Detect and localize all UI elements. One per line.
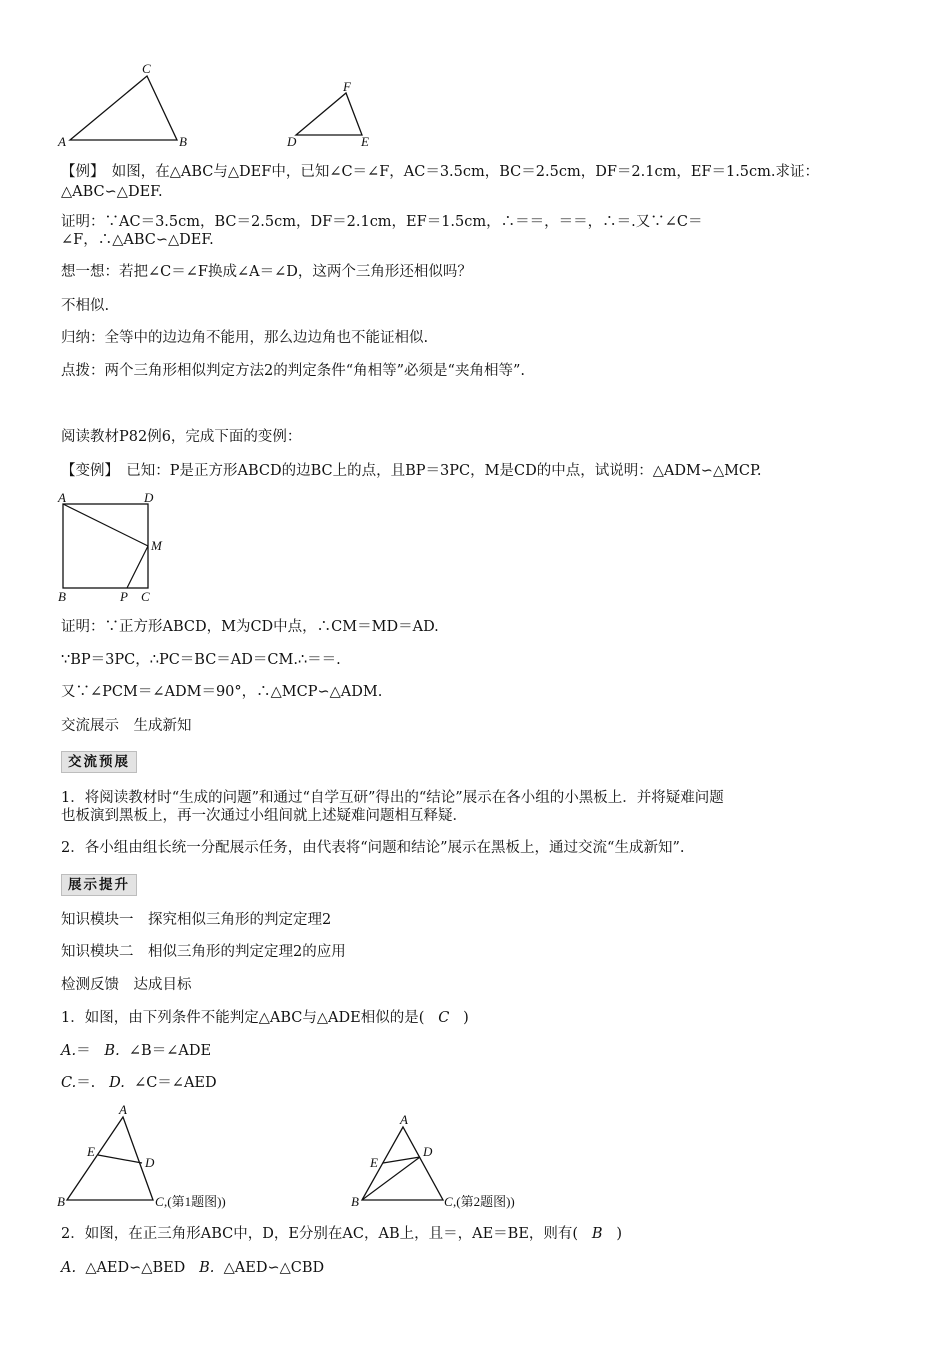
example-line-2: △ABC∽△DEF. <box>61 184 163 200</box>
q1-options-cd <box>61 1073 217 1093</box>
q1-opt-a-label: A. <box>61 1043 77 1059</box>
q1-opt-c: ＝. <box>76 1075 96 1091</box>
figure-question-1 <box>55 1100 295 1215</box>
triangles-svg <box>55 60 385 155</box>
q1-opt-b-label: B. <box>104 1043 120 1059</box>
badge-preview: 交流预展 <box>61 751 137 773</box>
preview-item-1b: 也板演到黑板上，再一次通过小组间就上述疑难问题相互释疑． <box>61 808 467 824</box>
q1-opt-c-label: C. <box>61 1075 77 1091</box>
label-a: A <box>58 134 66 149</box>
label-a: A <box>400 1112 408 1127</box>
label-d: D <box>287 134 297 149</box>
figure-triangles-abc-def <box>55 60 385 155</box>
example-proof-2: ∠F，∴△ABC∽△DEF. <box>61 232 214 248</box>
segment-mp <box>127 546 148 588</box>
q2-opt-a-label: A. <box>61 1260 77 1276</box>
label-a: A <box>119 1102 127 1117</box>
q2-opt-b: △AED∽△CBD <box>223 1260 325 1276</box>
label-c: C <box>141 589 150 604</box>
q1-caption: ,(第1题图)) <box>164 1194 226 1209</box>
segment-am <box>63 504 148 546</box>
triangle-def <box>296 93 362 135</box>
q1-opt-b: ∠B＝∠ADE <box>128 1043 212 1059</box>
badge-show: 展示提升 <box>61 874 137 896</box>
preview-item-1: 1．将阅读教材时“生成的问题”和通过“自学互研”得出的“结论”展示在各小组的小黑板上．并将疑难问题 <box>61 790 724 806</box>
q1-answer: C <box>438 1010 450 1026</box>
label-b: B <box>351 1194 359 1209</box>
example-line-1: 【例】 如图，在△ABC与△DEF中，已知∠C＝∠F，AC＝3.5cm，BC＝2.5cm，DF＝2.1cm，EF＝1.5cm.求证： <box>61 164 820 180</box>
segment-ed <box>98 1155 142 1163</box>
question-1-stem <box>61 1008 469 1028</box>
preview-item-2: 2．各小组由组长统一分配展示任务，由代表将“问题和结论”展示在黑板上，通过交流“生成新知”. <box>61 840 685 856</box>
think-line: 想一想：若把∠C＝∠F换成∠A＝∠D，这两个三角形还相似吗？ <box>61 264 472 280</box>
module-1: 知识模块一 探究相似三角形的判定定理2 <box>61 912 332 928</box>
variant-proof-2: ∵BP＝3PC，∴PC＝BC＝AD＝CM.∴＝＝. <box>61 652 341 668</box>
answer-line: 不相似. <box>61 298 110 314</box>
segment-ed <box>383 1157 420 1163</box>
variant-proof-3: 又∵∠PCM＝∠ADM＝90°，∴△MCP∽△ADM. <box>61 684 383 700</box>
label-d: D <box>144 490 154 505</box>
q1-stem-text: 1．如图，由下列条件不能判定△ABC与△ADE相似的是( <box>61 1010 425 1026</box>
variant-proof-1: 证明：∵正方形ABCD，M为CD中点，∴CM＝MD＝AD. <box>61 619 439 635</box>
label-c: C <box>155 1194 164 1209</box>
figure-square-abcd <box>55 490 175 605</box>
q2-caption: ,(第2题图)) <box>453 1194 515 1209</box>
label-e: E <box>370 1155 378 1170</box>
square-svg <box>55 490 175 605</box>
q1-opt-d-label: D. <box>109 1075 125 1091</box>
label-d: D <box>145 1155 155 1170</box>
q1-options-ab <box>61 1041 211 1061</box>
q2-stem-text: 2．如图，在正三角形ABC中，D，E分别在AC，AB上，且＝，AE＝BE，则有( <box>61 1226 579 1242</box>
tip-line: 点拨：两个三角形相似判定方法2的判定条件“角相等”必须是“夹角相等”. <box>61 363 525 379</box>
label-b: B <box>57 1194 65 1209</box>
label-e: E <box>361 134 369 149</box>
q2-opt-b-label: B. <box>199 1260 215 1276</box>
variant-line: 【变例】 已知：P是正方形ABCD的边BC上的点，且BP＝3PC，M是CD的中点，试说明：△ADM∽△MCP. <box>61 463 762 479</box>
label-b: B <box>58 589 66 604</box>
q2-close: ) <box>616 1226 623 1242</box>
example-proof-1: 证明：∵AC＝3.5cm，BC＝2.5cm，DF＝2.1cm，EF＝1.5cm，∴＝＝，＝＝，∴＝.又∵∠C＝ <box>61 214 703 230</box>
section-exchange: 交流展示 生成新知 <box>61 718 192 734</box>
label-b: B <box>179 134 187 149</box>
label-m: M <box>151 538 162 553</box>
label-e: E <box>87 1144 95 1159</box>
triangle-abc <box>70 76 177 140</box>
figure-question-2 <box>345 1110 575 1215</box>
triangle-abc <box>67 1117 153 1200</box>
q1-opt-d: ∠C＝∠AED <box>134 1075 217 1091</box>
question-2-stem <box>61 1224 622 1244</box>
label-d: D <box>423 1144 433 1159</box>
summary-line: 归纳：全等中的边边角不能用，那么边边角也不能证相似. <box>61 330 429 346</box>
section-check: 检测反馈 达成目标 <box>61 977 192 993</box>
q2-figure-svg <box>345 1110 575 1215</box>
label-c: C <box>142 61 151 76</box>
label-p: P <box>120 589 128 604</box>
reading-line: 阅读教材P82例6，完成下面的变例： <box>61 429 302 445</box>
label-f: F <box>343 79 351 94</box>
square-abcd <box>63 504 148 588</box>
module-2: 知识模块二 相似三角形的判定定理2的应用 <box>61 944 346 960</box>
label-a: A <box>58 490 66 505</box>
q1-figure-svg <box>55 1100 295 1215</box>
q2-options-ab <box>61 1258 324 1278</box>
q2-opt-a: △AED∽△BED <box>85 1260 186 1276</box>
q1-close: ) <box>463 1010 469 1026</box>
q1-opt-a: ＝ <box>76 1043 91 1059</box>
q2-answer: B <box>591 1226 603 1242</box>
label-c: C <box>444 1194 453 1209</box>
